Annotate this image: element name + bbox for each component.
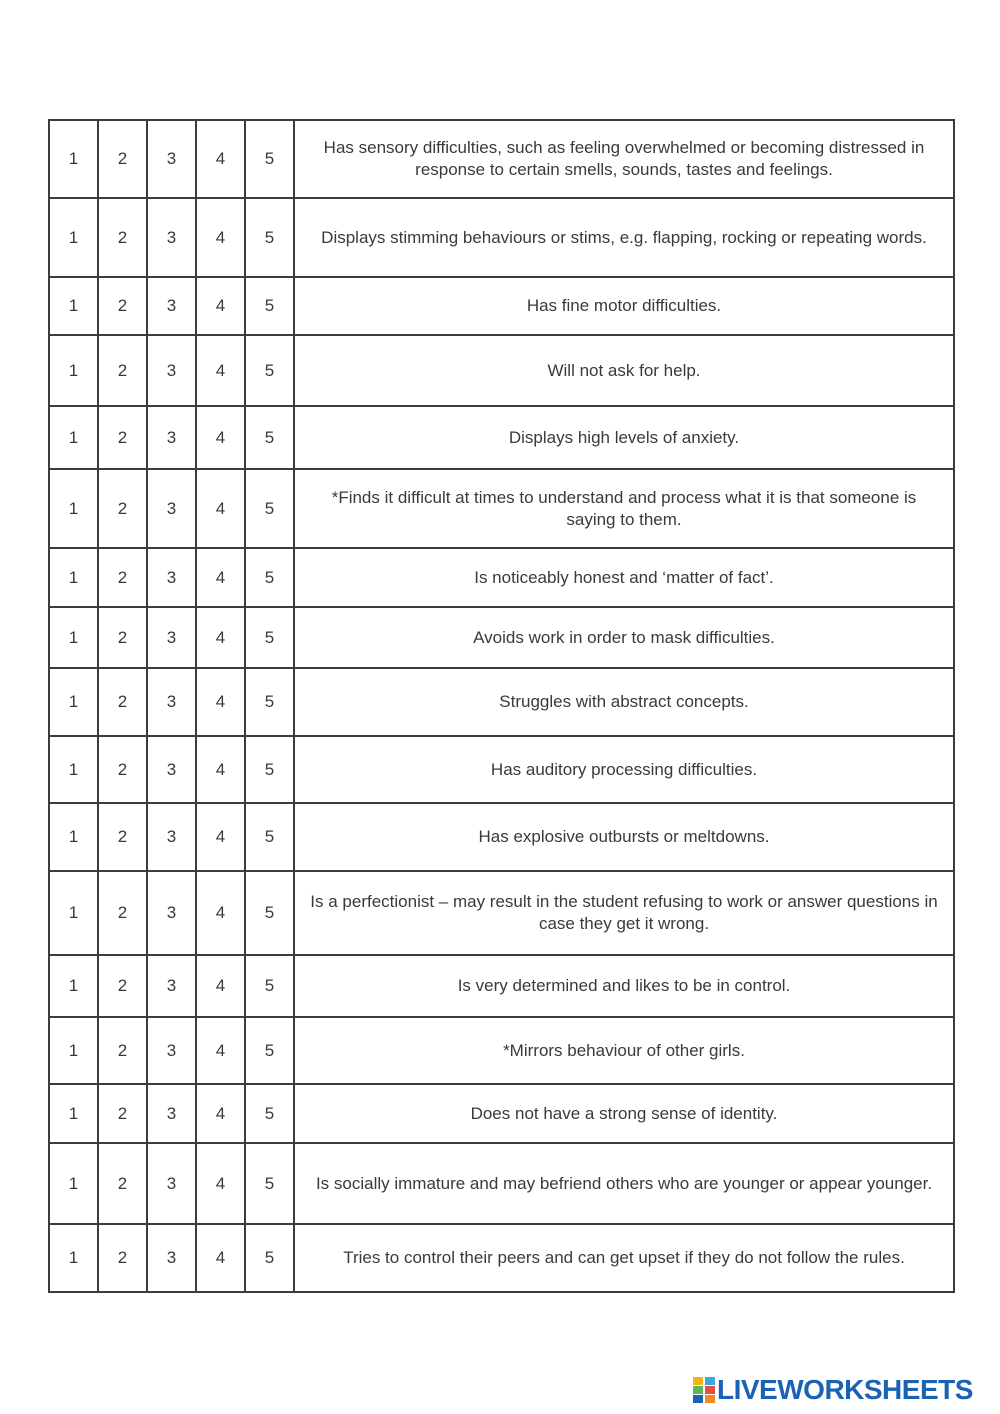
- rating-option-2[interactable]: 2: [98, 668, 147, 736]
- rating-option-1[interactable]: 1: [49, 1017, 98, 1084]
- rating-option-2[interactable]: 2: [98, 955, 147, 1017]
- rating-option-4[interactable]: 4: [196, 277, 245, 335]
- rating-option-3[interactable]: 3: [147, 955, 196, 1017]
- rating-option-3[interactable]: 3: [147, 548, 196, 607]
- rating-option-2[interactable]: 2: [98, 120, 147, 198]
- behaviour-description: Has auditory processing difficulties.: [294, 736, 954, 803]
- table-row: [49, 668, 954, 736]
- rating-option-1[interactable]: 1: [49, 335, 98, 406]
- rating-option-3[interactable]: 3: [147, 736, 196, 803]
- rating-option-3[interactable]: 3: [147, 277, 196, 335]
- table-row: [49, 1143, 954, 1224]
- rating-option-4[interactable]: 4: [196, 1084, 245, 1143]
- rating-option-3[interactable]: 3: [147, 120, 196, 198]
- table-row: [49, 335, 954, 406]
- rating-option-2[interactable]: 2: [98, 1017, 147, 1084]
- rating-option-3[interactable]: 3: [147, 1084, 196, 1143]
- rating-option-3[interactable]: 3: [147, 469, 196, 548]
- rating-option-3[interactable]: 3: [147, 1224, 196, 1292]
- rating-option-5[interactable]: 5: [245, 736, 294, 803]
- rating-option-2[interactable]: 2: [98, 198, 147, 277]
- behaviour-description: Has sensory difficulties, such as feeling overwhelmed or becoming distressed in response to certain smells, sounds, tastes and feelings.: [294, 120, 954, 198]
- rating-option-1[interactable]: 1: [49, 406, 98, 469]
- rating-option-2[interactable]: 2: [98, 1143, 147, 1224]
- rating-option-5[interactable]: 5: [245, 120, 294, 198]
- brand-name: LIVEWORKSHEETS: [717, 1374, 973, 1405]
- rating-option-4[interactable]: 4: [196, 607, 245, 668]
- behaviour-description: Displays high levels of anxiety.: [294, 406, 954, 469]
- rating-option-1[interactable]: 1: [49, 736, 98, 803]
- rating-option-4[interactable]: 4: [196, 335, 245, 406]
- table-row: [49, 1017, 954, 1084]
- rating-option-1[interactable]: 1: [49, 548, 98, 607]
- behaviour-description: Has fine motor difficulties.: [294, 277, 954, 335]
- rating-option-5[interactable]: 5: [245, 607, 294, 668]
- rating-option-4[interactable]: 4: [196, 736, 245, 803]
- table-row: [49, 469, 954, 548]
- rating-option-1[interactable]: 1: [49, 1224, 98, 1292]
- rating-option-5[interactable]: 5: [245, 1224, 294, 1292]
- rating-option-5[interactable]: 5: [245, 803, 294, 871]
- rating-option-5[interactable]: 5: [245, 406, 294, 469]
- rating-option-2[interactable]: 2: [98, 736, 147, 803]
- rating-option-5[interactable]: 5: [245, 955, 294, 1017]
- rating-option-4[interactable]: 4: [196, 548, 245, 607]
- table-row: [49, 607, 954, 668]
- rating-option-4[interactable]: 4: [196, 406, 245, 469]
- rating-option-3[interactable]: 3: [147, 871, 196, 955]
- table-row: [49, 736, 954, 803]
- behaviour-description: Does not have a strong sense of identity.: [294, 1084, 954, 1143]
- table-row: [49, 803, 954, 871]
- rating-option-4[interactable]: 4: [196, 955, 245, 1017]
- rating-option-5[interactable]: 5: [245, 548, 294, 607]
- behaviour-description: *Mirrors behaviour of other girls.: [294, 1017, 954, 1084]
- rating-option-2[interactable]: 2: [98, 406, 147, 469]
- rating-option-1[interactable]: 1: [49, 198, 98, 277]
- liveworksheets-logo: [693, 1374, 973, 1406]
- rating-option-4[interactable]: 4: [196, 871, 245, 955]
- rating-option-2[interactable]: 2: [98, 1084, 147, 1143]
- rating-option-5[interactable]: 5: [245, 1084, 294, 1143]
- rating-option-4[interactable]: 4: [196, 1224, 245, 1292]
- rating-option-4[interactable]: 4: [196, 120, 245, 198]
- table-row: [49, 871, 954, 955]
- rating-option-4[interactable]: 4: [196, 1143, 245, 1224]
- table-row: [49, 955, 954, 1017]
- rating-option-1[interactable]: 1: [49, 469, 98, 548]
- rating-option-1[interactable]: 1: [49, 1084, 98, 1143]
- behaviour-description: Displays stimming behaviours or stims, e.g. flapping, rocking or repeating words.: [294, 198, 954, 277]
- rating-option-2[interactable]: 2: [98, 277, 147, 335]
- rating-option-1[interactable]: 1: [49, 803, 98, 871]
- rating-option-3[interactable]: 3: [147, 335, 196, 406]
- table-row: [49, 1224, 954, 1292]
- table-row: [49, 120, 954, 198]
- table-row: [49, 1084, 954, 1143]
- rating-option-5[interactable]: 5: [245, 871, 294, 955]
- behaviour-description: Is noticeably honest and ‘matter of fact’.: [294, 548, 954, 607]
- rating-option-1[interactable]: 1: [49, 607, 98, 668]
- rating-option-2[interactable]: 2: [98, 803, 147, 871]
- rating-table: [48, 119, 955, 1293]
- behaviour-description: Tries to control their peers and can get upset if they do not follow the rules.: [294, 1224, 954, 1292]
- rating-option-1[interactable]: 1: [49, 955, 98, 1017]
- table-row: [49, 198, 954, 277]
- behaviour-description: Will not ask for help.: [294, 335, 954, 406]
- rating-option-1[interactable]: 1: [49, 668, 98, 736]
- table-row: [49, 277, 954, 335]
- rating-option-1[interactable]: 1: [49, 120, 98, 198]
- rating-option-3[interactable]: 3: [147, 198, 196, 277]
- rating-option-3[interactable]: 3: [147, 607, 196, 668]
- rating-option-5[interactable]: 5: [245, 277, 294, 335]
- rating-option-5[interactable]: 5: [245, 668, 294, 736]
- rating-option-5[interactable]: 5: [245, 469, 294, 548]
- behaviour-description: Is very determined and likes to be in control.: [294, 955, 954, 1017]
- behaviour-description: *Finds it difficult at times to understand and process what it is that someone is saying to them.: [294, 469, 954, 548]
- rating-option-2[interactable]: 2: [98, 871, 147, 955]
- rating-table-body: [49, 120, 954, 1292]
- rating-option-1[interactable]: 1: [49, 871, 98, 955]
- table-row: [49, 548, 954, 607]
- rating-option-2[interactable]: 2: [98, 548, 147, 607]
- rating-option-3[interactable]: 3: [147, 1017, 196, 1084]
- rating-option-4[interactable]: 4: [196, 803, 245, 871]
- rating-option-4[interactable]: 4: [196, 668, 245, 736]
- behaviour-description: Avoids work in order to mask difficulties.: [294, 607, 954, 668]
- rating-option-1[interactable]: 1: [49, 277, 98, 335]
- rating-option-3[interactable]: 3: [147, 668, 196, 736]
- behaviour-description: Struggles with abstract concepts.: [294, 668, 954, 736]
- rating-option-5[interactable]: 5: [245, 335, 294, 406]
- liveworksheets-cube-icon: [693, 1377, 715, 1403]
- rating-option-5[interactable]: 5: [245, 1143, 294, 1224]
- rating-option-1[interactable]: 1: [49, 1143, 98, 1224]
- table-row: [49, 406, 954, 469]
- rating-option-5[interactable]: 5: [245, 198, 294, 277]
- rating-option-2[interactable]: 2: [98, 607, 147, 668]
- behaviour-description: Is a perfectionist – may result in the student refusing to work or answer questions in case they get it wrong.: [294, 871, 954, 955]
- rating-option-3[interactable]: 3: [147, 803, 196, 871]
- rating-option-4[interactable]: 4: [196, 198, 245, 277]
- rating-option-4[interactable]: 4: [196, 469, 245, 548]
- rating-option-5[interactable]: 5: [245, 1017, 294, 1084]
- behaviour-description: Is socially immature and may befriend others who are younger or appear younger.: [294, 1143, 954, 1224]
- rating-option-2[interactable]: 2: [98, 335, 147, 406]
- rating-option-3[interactable]: 3: [147, 406, 196, 469]
- rating-option-2[interactable]: 2: [98, 1224, 147, 1292]
- rating-option-2[interactable]: 2: [98, 469, 147, 548]
- rating-option-3[interactable]: 3: [147, 1143, 196, 1224]
- behaviour-description: Has explosive outbursts or meltdowns.: [294, 803, 954, 871]
- rating-option-4[interactable]: 4: [196, 1017, 245, 1084]
